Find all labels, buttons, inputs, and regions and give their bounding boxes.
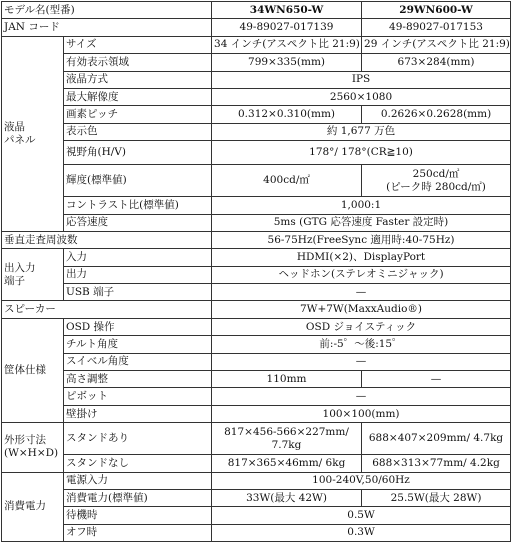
panel-row bbox=[2, 54, 511, 71]
model-label: モデル名(型番) bbox=[2, 2, 212, 19]
speaker-row bbox=[2, 301, 511, 318]
dims-group-label: 外形寸法 (W×H×D) bbox=[2, 423, 64, 472]
chassis-row bbox=[2, 318, 511, 335]
panel-row bbox=[2, 214, 511, 231]
speaker-value: 7W+7W(MaxxAudio®) bbox=[212, 301, 511, 318]
power-value-b: 25.5W(最大 28W) bbox=[362, 489, 511, 506]
panel-label: 画素ピッチ bbox=[64, 106, 212, 123]
chassis-row bbox=[2, 353, 511, 370]
dims-label: スタンドなし bbox=[64, 455, 212, 472]
chassis-value: 100×100(mm) bbox=[212, 405, 511, 422]
panel-value: IPS bbox=[212, 71, 511, 88]
power-label: 消費電力(標準値) bbox=[64, 489, 212, 506]
dims-value-b: 688×407×209mm/ 4.7kg bbox=[362, 423, 511, 455]
panel-label: サイズ bbox=[64, 36, 212, 53]
panel-value-b: 673×284(mm) bbox=[362, 54, 511, 71]
panel-row bbox=[2, 88, 511, 105]
dims-row bbox=[2, 455, 511, 472]
model-a: 34WN650-W bbox=[212, 2, 362, 19]
io-value: ヘッドホン(ステレオミニジャック) bbox=[212, 266, 511, 283]
panel-value-b: 0.2626×0.2628(mm) bbox=[362, 106, 511, 123]
chassis-row bbox=[2, 371, 511, 388]
panel-label: 応答速度 bbox=[64, 214, 212, 231]
panel-value-b: 29 インチ(アスペクト比 21:9) bbox=[362, 36, 511, 53]
power-value: 0.3W bbox=[212, 524, 511, 541]
chassis-value: — bbox=[212, 353, 511, 370]
chassis-group-label: 筐体仕様 bbox=[2, 318, 64, 422]
dims-row bbox=[2, 423, 511, 455]
panel-group-label: 液晶 パネル bbox=[2, 36, 64, 231]
io-label: USB 端子 bbox=[64, 284, 212, 301]
io-group-label: 出入力 端子 bbox=[2, 249, 64, 301]
vsync-label: 垂直走査周波数 bbox=[2, 231, 212, 248]
panel-label: 液晶方式 bbox=[64, 71, 212, 88]
chassis-label: ピボット bbox=[64, 388, 212, 405]
chassis-label: OSD 操作 bbox=[64, 318, 212, 335]
chassis-label: スイベル角度 bbox=[64, 353, 212, 370]
panel-value: 5ms (GTG 応答速度 Faster 設定時) bbox=[212, 214, 511, 231]
chassis-label: 壁掛け bbox=[64, 405, 212, 422]
io-row bbox=[2, 284, 511, 301]
chassis-row bbox=[2, 336, 511, 353]
chassis-label: 高さ調整 bbox=[64, 371, 212, 388]
panel-label: 表示色 bbox=[64, 123, 212, 140]
power-label: 電源入力 bbox=[64, 472, 212, 489]
chassis-label: チルト角度 bbox=[64, 336, 212, 353]
io-row bbox=[2, 249, 511, 266]
model-row bbox=[2, 2, 511, 19]
panel-row bbox=[2, 71, 511, 88]
dims-value-a: 817×456-566×227mm/ 7.7kg bbox=[212, 423, 362, 455]
io-row bbox=[2, 266, 511, 283]
panel-value-b: 250cd/㎡ (ピーク時 280cd/㎡) bbox=[362, 165, 511, 197]
power-row bbox=[2, 524, 511, 541]
chassis-row bbox=[2, 388, 511, 405]
panel-label: 有効表示領域 bbox=[64, 54, 212, 71]
panel-row bbox=[2, 106, 511, 123]
spec-table bbox=[1, 1, 511, 542]
power-value: 100-240V,50/60Hz bbox=[212, 472, 511, 489]
panel-row bbox=[2, 123, 511, 140]
jan-b: 49-89027-017153 bbox=[362, 19, 511, 36]
panel-label: 輝度(標準値) bbox=[64, 165, 212, 197]
panel-row bbox=[2, 141, 511, 165]
power-label: オフ時 bbox=[64, 524, 212, 541]
panel-value-a: 34 インチ(アスペクト比 21:9) bbox=[212, 36, 362, 53]
jan-a: 49-89027-017139 bbox=[212, 19, 362, 36]
power-label: 待機時 bbox=[64, 507, 212, 524]
power-group-label: 消費電力 bbox=[2, 472, 64, 542]
io-label: 出力 bbox=[64, 266, 212, 283]
vsync-value: 56-75Hz(FreeSync 適用時:40-75Hz) bbox=[212, 231, 511, 248]
chassis-value: 前:-5゜～後:15゜ bbox=[212, 336, 511, 353]
dims-value-a: 817×365×46mm/ 6kg bbox=[212, 455, 362, 472]
panel-row bbox=[2, 197, 511, 214]
panel-row bbox=[2, 165, 511, 197]
panel-row bbox=[2, 36, 511, 53]
panel-value-a: 400cd/㎡ bbox=[212, 165, 362, 197]
power-value: 0.5W bbox=[212, 507, 511, 524]
dims-value-b: 688×313×77mm/ 4.2kg bbox=[362, 455, 511, 472]
panel-value: 178°/ 178°(CR≧10) bbox=[212, 141, 511, 165]
jan-row bbox=[2, 19, 511, 36]
chassis-value-b: — bbox=[362, 371, 511, 388]
panel-value-a: 0.312×0.310(mm) bbox=[212, 106, 362, 123]
io-value: HDMI(×2)、DisplayPort bbox=[212, 249, 511, 266]
jan-label: JAN コード bbox=[2, 19, 212, 36]
power-row bbox=[2, 507, 511, 524]
spec-table-body bbox=[2, 2, 511, 542]
power-value-a: 33W(最大 42W) bbox=[212, 489, 362, 506]
panel-value: 約 1,677 万色 bbox=[212, 123, 511, 140]
io-value: — bbox=[212, 284, 511, 301]
panel-label: コントラスト比(標準値) bbox=[64, 197, 212, 214]
panel-value: 2560×1080 bbox=[212, 88, 511, 105]
panel-value: 1,000:1 bbox=[212, 197, 511, 214]
speaker-label: スピーカー bbox=[2, 301, 212, 318]
chassis-value: OSD ジョイスティック bbox=[212, 318, 511, 335]
dims-label: スタンドあり bbox=[64, 423, 212, 455]
panel-value-a: 799×335(mm) bbox=[212, 54, 362, 71]
panel-label: 視野角(H/V) bbox=[64, 141, 212, 165]
chassis-value: — bbox=[212, 388, 511, 405]
io-label: 入力 bbox=[64, 249, 212, 266]
panel-label: 最大解像度 bbox=[64, 88, 212, 105]
vsync-row bbox=[2, 231, 511, 248]
chassis-value-a: 110mm bbox=[212, 371, 362, 388]
power-row bbox=[2, 489, 511, 506]
chassis-row bbox=[2, 405, 511, 422]
power-row bbox=[2, 472, 511, 489]
model-b: 29WN600-W bbox=[362, 2, 511, 19]
